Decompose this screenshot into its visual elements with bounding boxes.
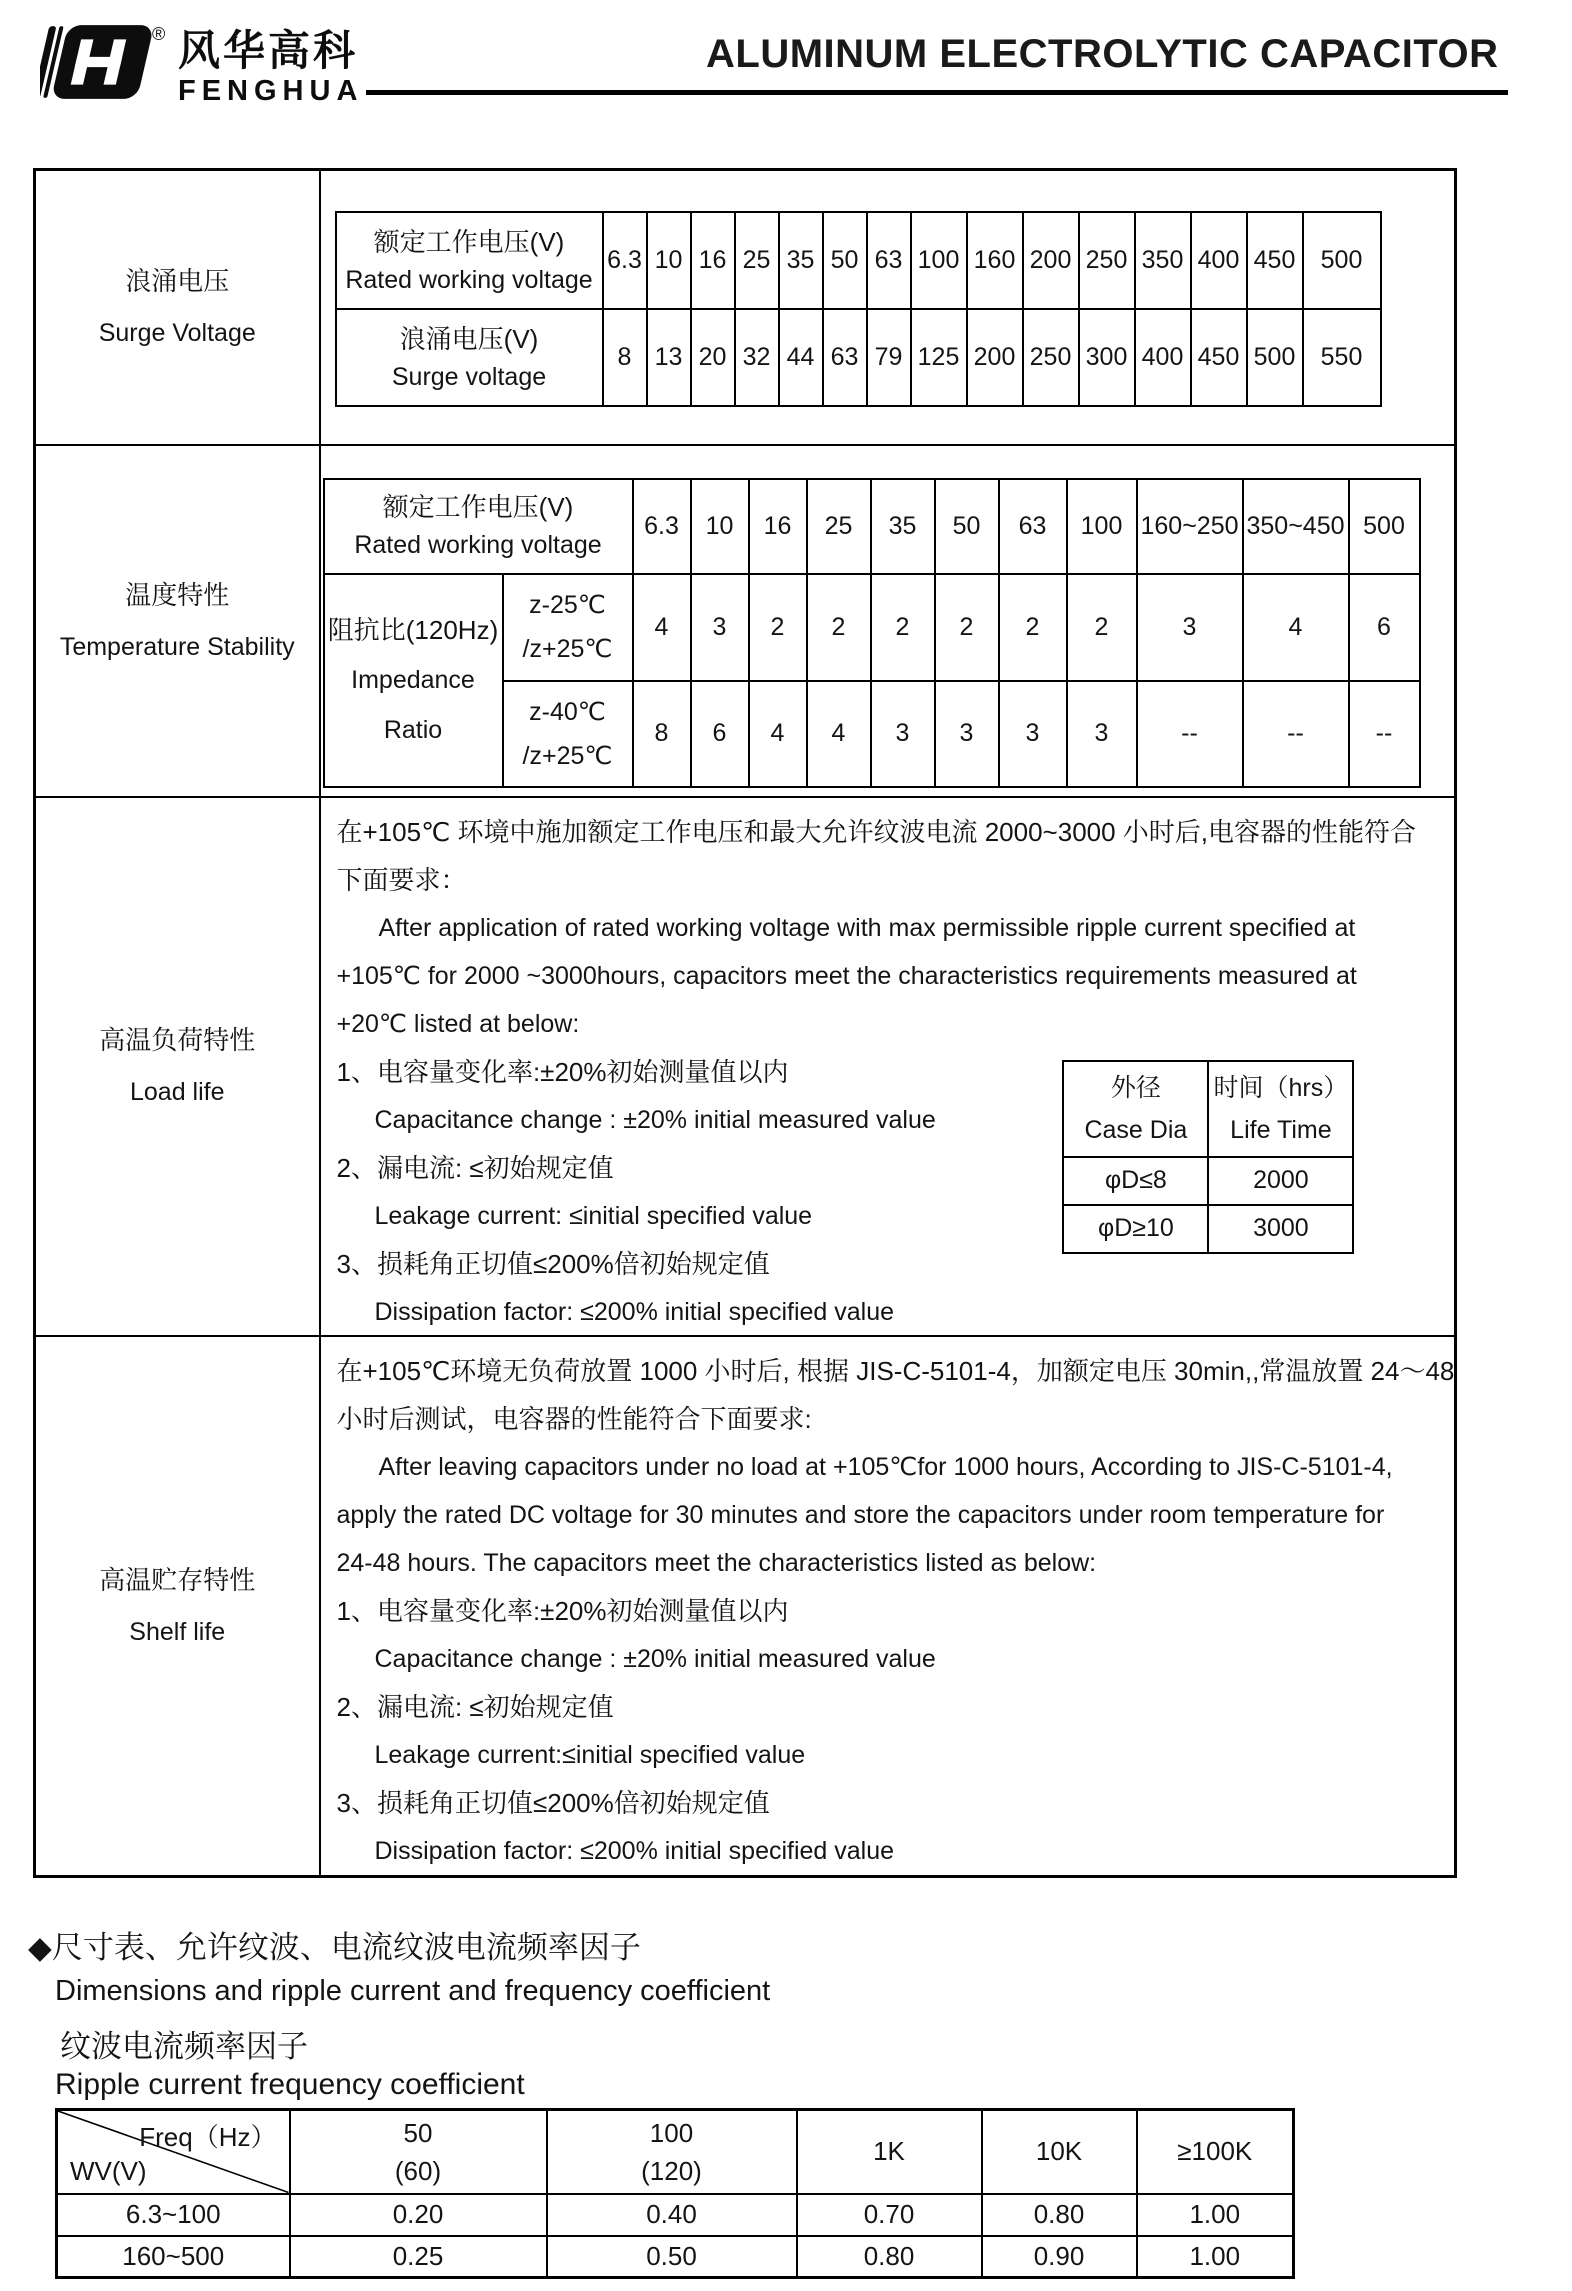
freq-header-line: (60) — [394, 2155, 442, 2186]
shelf-life-line: 2、漏电流: ≤初始规定值 — [336, 1691, 614, 1722]
impedance-label-en1: Impedance — [351, 666, 475, 694]
impedance-value: -- — [1349, 681, 1420, 787]
impedance-value: 2 — [999, 574, 1067, 681]
freq-column-header-100 — [547, 2110, 797, 2194]
table-row — [57, 2110, 1294, 2194]
row-label-zh: 浪涌电压 — [125, 266, 230, 297]
rated-voltage-value: 35 — [779, 212, 823, 309]
shelf-life-line: Dissipation factor: ≤200% initial specified value — [374, 1836, 895, 1865]
title-underline — [366, 90, 1508, 95]
shelf-life-line: 1、电容量变化率:±20%初始测量值以内 — [336, 1595, 789, 1626]
impedance-condition-minus25 — [503, 574, 633, 681]
coefficient-value: 0.50 — [547, 2236, 797, 2278]
temperature-table — [323, 478, 1421, 788]
temperature-content-cell — [320, 445, 1456, 797]
table-row — [1063, 1205, 1353, 1253]
shelf-life-line: Leakage current:≤initial specified value — [374, 1740, 806, 1769]
impedance-value: 2 — [935, 574, 999, 681]
case-dia-header-en: Case Dia — [1084, 1115, 1188, 1144]
impedance-value: -- — [1137, 681, 1243, 787]
shelf-life-line: After leaving capacitors under no load at +105℃for 1000 hours, According to JIS-C-5101-4, — [378, 1452, 1393, 1481]
page-title: ALUMINUM ELECTROLYTIC CAPACITOR — [706, 32, 1499, 76]
surge-voltage-value: 79 — [867, 309, 911, 406]
registered-trademark-icon: ® — [152, 24, 166, 44]
surge-voltage-value: 8 — [603, 309, 647, 406]
impedance-value: 3 — [935, 681, 999, 787]
voltage-header: 25 — [807, 479, 871, 574]
freq-column-header-10k: 10K — [982, 2110, 1137, 2194]
surge-voltage-content-cell — [320, 170, 1456, 445]
load-life-content-cell — [320, 797, 1456, 1336]
voltage-header: 35 — [871, 479, 935, 574]
coefficient-value: 0.90 — [982, 2236, 1137, 2278]
load-life-line: Dissipation factor: ≤200% initial specified value — [374, 1297, 895, 1326]
rated-voltage-value: 16 — [691, 212, 735, 309]
load-life-line: 2、漏电流: ≤初始规定值 — [336, 1152, 614, 1183]
impedance-value: 6 — [691, 681, 749, 787]
impedance-label-en2: Ratio — [383, 716, 443, 744]
surge-voltage-label — [336, 309, 603, 406]
row-label-en: Surge Voltage — [98, 319, 256, 348]
ripple-subheading-zh: 纹波电流频率因子 — [60, 2029, 308, 2064]
load-life-line: +105℃ for 2000 ~3000hours, capacitors meet the characteristics requirements measured at — [336, 961, 1357, 990]
load-life-row-label — [35, 797, 320, 1336]
impedance-value: 3 — [691, 574, 749, 681]
brand-block — [40, 22, 363, 108]
surge-voltage-row-label — [35, 170, 320, 445]
frequency-coefficient-table — [55, 2108, 1295, 2279]
load-life-line: 下面要求： — [336, 864, 467, 895]
freq-header-line: 100 — [649, 2117, 694, 2148]
surge-voltage-value: 400 — [1135, 309, 1191, 406]
surge-voltage-value: 20 — [691, 309, 735, 406]
life-time-header-zh: 时间（hrs） — [1213, 1073, 1349, 1102]
voltage-header: 350~450 — [1243, 479, 1349, 574]
impedance-label-zh: 阻抗比(120Hz) — [327, 615, 499, 645]
rated-voltage-value: 10 — [647, 212, 691, 309]
freq-column-header-50 — [290, 2110, 547, 2194]
case-dia-header — [1063, 1061, 1208, 1157]
table-row — [324, 479, 1420, 574]
rated-voltage-label-en: Rated working voltage — [345, 265, 593, 294]
brand-name-en: FENGHUA — [178, 75, 364, 107]
impedance-value: 4 — [807, 681, 871, 787]
surge-voltage-label-en: Surge voltage — [391, 362, 547, 391]
voltage-header: 10 — [691, 479, 749, 574]
wv-axis-label: WV(V) — [70, 2155, 147, 2186]
shelf-life-row-label — [35, 1336, 320, 1877]
table-row — [336, 309, 1381, 406]
shelf-life-line: 小时后测试，电容器的性能符合下面要求: — [336, 1403, 812, 1434]
condition-line: /z+25℃ — [522, 741, 613, 770]
voltage-header: 500 — [1349, 479, 1420, 574]
table-row — [324, 574, 1420, 681]
condition-line: z-25℃ — [529, 591, 606, 619]
impedance-value: 8 — [633, 681, 691, 787]
row-label-zh: 高温负荷特性 — [99, 1025, 256, 1055]
voltage-header: 160~250 — [1137, 479, 1243, 574]
wv-range-label: 160~500 — [57, 2236, 290, 2278]
fenghua-logo-icon — [40, 22, 158, 102]
rated-voltage-label — [336, 212, 603, 309]
impedance-value: 2 — [749, 574, 807, 681]
rated-voltage-value: 100 — [911, 212, 967, 309]
rated-voltage-value: 63 — [867, 212, 911, 309]
shelf-life-content-cell — [320, 1336, 1456, 1877]
coefficient-value: 0.80 — [797, 2236, 982, 2278]
impedance-value: 4 — [749, 681, 807, 787]
dimensions-heading-zh: ◆尺寸表、允许纹波、电流纹波电流频率因子 — [28, 1930, 641, 1965]
load-life-line: Leakage current: ≤initial specified value — [374, 1201, 813, 1230]
shelf-life-line: apply the rated DC voltage for 30 minutes and store the capacitors under room temperature for — [336, 1500, 1385, 1529]
characteristics-table — [33, 168, 1457, 1878]
load-life-line: 在+105℃ 环境中施加额定工作电压和最大允许纹波电流 2000~3000 小时后,电容器的性能符合 — [336, 816, 1417, 847]
surge-voltage-value: 200 — [967, 309, 1023, 406]
row-label-en: Shelf life — [129, 1617, 226, 1646]
load-life-line: +20℃ listed at below: — [336, 1009, 580, 1038]
surge-voltage-value: 13 — [647, 309, 691, 406]
rated-voltage-value: 50 — [823, 212, 867, 309]
table-row — [1063, 1061, 1353, 1157]
life-time-header — [1208, 1061, 1353, 1157]
impedance-value: 4 — [1243, 574, 1349, 681]
condition-line: z-40℃ — [529, 697, 606, 726]
life-time-table — [1062, 1060, 1354, 1254]
coefficient-value: 0.25 — [290, 2236, 547, 2278]
impedance-value: 4 — [633, 574, 691, 681]
impedance-value: 2 — [807, 574, 871, 681]
table-row — [57, 2236, 1294, 2278]
rated-voltage-value: 250 — [1079, 212, 1135, 309]
surge-voltage-value: 250 — [1023, 309, 1079, 406]
coefficient-value: 0.80 — [982, 2194, 1137, 2236]
rated-voltage-value: 160 — [967, 212, 1023, 309]
rated-voltage-value: 25 — [735, 212, 779, 309]
surge-voltage-value: 125 — [911, 309, 967, 406]
voltage-header: 50 — [935, 479, 999, 574]
impedance-condition-minus40 — [503, 681, 633, 787]
rated-voltage-label-zh: 额定工作电压(V) — [373, 226, 565, 257]
freq-wv-corner-cell — [57, 2110, 290, 2194]
shelf-life-line: 在+105℃环境无负荷放置 1000 小时后, 根据 JIS-C-5101-4，加额定电压 30min,,常温放置 24～48 — [336, 1355, 1455, 1386]
shelf-life-line: 3、损耗角正切值≤200%倍初始规定值 — [336, 1787, 770, 1818]
impedance-value: 6 — [1349, 574, 1420, 681]
rated-voltage-label-en: Rated working voltage — [354, 531, 602, 559]
voltage-header: 16 — [749, 479, 807, 574]
load-life-line: Capacitance change : ±20% initial measured value — [374, 1105, 936, 1134]
voltage-header: 63 — [999, 479, 1067, 574]
table-row — [35, 170, 1456, 445]
table-row — [57, 2194, 1294, 2236]
life-time-header-en: Life Time — [1230, 1115, 1332, 1144]
rated-voltage-label-zh: 额定工作电压(V) — [382, 492, 574, 522]
condition-line: /z+25℃ — [522, 635, 613, 663]
surge-voltage-value: 300 — [1079, 309, 1135, 406]
impedance-value: 3 — [1067, 681, 1137, 787]
case-dia-value: φD≥10 — [1063, 1205, 1208, 1253]
freq-header-line: 50 — [403, 2117, 433, 2148]
dimensions-heading-en: Dimensions and ripple current and frequency coefficient — [55, 1975, 771, 2007]
case-dia-header-zh: 外径 — [1110, 1073, 1161, 1102]
surge-voltage-value: 32 — [735, 309, 779, 406]
shelf-life-line: Capacitance change : ±20% initial measured value — [374, 1644, 936, 1673]
surge-voltage-value: 44 — [779, 309, 823, 406]
load-life-line: After application of rated working voltage with max permissible ripple current specified at — [378, 913, 1356, 942]
freq-column-header-1k: 1K — [797, 2110, 982, 2194]
rated-voltage-value: 500 — [1303, 212, 1381, 309]
coefficient-value: 0.40 — [547, 2194, 797, 2236]
row-label-zh: 温度特性 — [125, 579, 230, 610]
surge-voltage-table — [335, 211, 1382, 407]
ripple-subheading-en: Ripple current frequency coefficient — [55, 2068, 525, 2101]
row-label-en: Temperature Stability — [59, 632, 295, 661]
impedance-value: 2 — [1067, 574, 1137, 681]
temperature-stability-row-label — [35, 445, 320, 797]
brand-text — [178, 28, 363, 108]
life-time-value: 3000 — [1208, 1205, 1353, 1253]
impedance-value: -- — [1243, 681, 1349, 787]
rated-voltage-label — [324, 479, 633, 574]
coefficient-value: 1.00 — [1137, 2194, 1294, 2236]
freq-header-line: (120) — [641, 2155, 702, 2186]
rated-voltage-value: 400 — [1191, 212, 1247, 309]
wv-range-label: 6.3~100 — [57, 2194, 290, 2236]
rated-voltage-value: 6.3 — [603, 212, 647, 309]
case-dia-value: φD≤8 — [1063, 1157, 1208, 1205]
table-row — [1063, 1157, 1353, 1205]
shelf-life-line: 24-48 hours. The capacitors meet the characteristics listed as below: — [336, 1548, 1097, 1577]
load-life-line: 3、损耗角正切值≤200%倍初始规定值 — [336, 1248, 770, 1279]
impedance-value: 3 — [1137, 574, 1243, 681]
rated-voltage-value: 350 — [1135, 212, 1191, 309]
row-label-zh: 高温贮存特性 — [99, 1564, 256, 1595]
brand-name-zh: 风华高科 — [178, 27, 359, 74]
surge-voltage-value: 63 — [823, 309, 867, 406]
freq-axis-label: Freq（Hz） — [139, 2122, 277, 2152]
rated-voltage-value: 200 — [1023, 212, 1079, 309]
rated-voltage-value: 450 — [1247, 212, 1303, 309]
impedance-value: 3 — [871, 681, 935, 787]
voltage-header: 6.3 — [633, 479, 691, 574]
impedance-ratio-label — [324, 574, 503, 787]
load-life-text — [321, 798, 1455, 1333]
voltage-header: 100 — [1067, 479, 1137, 574]
table-row — [35, 445, 1456, 797]
table-row — [35, 1336, 1456, 1877]
shelf-life-text — [321, 1337, 1455, 1874]
surge-voltage-value: 500 — [1247, 309, 1303, 406]
row-label-en: Load life — [129, 1078, 225, 1106]
load-life-line: 1、电容量变化率:±20%初始测量值以内 — [336, 1056, 789, 1087]
coefficient-value: 0.70 — [797, 2194, 982, 2236]
table-row — [336, 212, 1381, 309]
surge-voltage-value: 550 — [1303, 309, 1381, 406]
life-time-value: 2000 — [1208, 1157, 1353, 1205]
impedance-value: 3 — [999, 681, 1067, 787]
coefficient-value: 1.00 — [1137, 2236, 1294, 2278]
coefficient-value: 0.20 — [290, 2194, 547, 2236]
table-row — [35, 797, 1456, 1336]
surge-voltage-value: 450 — [1191, 309, 1247, 406]
surge-voltage-label-zh: 浪涌电压(V) — [399, 323, 539, 354]
freq-column-header-100k: ≥100K — [1137, 2110, 1294, 2194]
impedance-value: 2 — [871, 574, 935, 681]
